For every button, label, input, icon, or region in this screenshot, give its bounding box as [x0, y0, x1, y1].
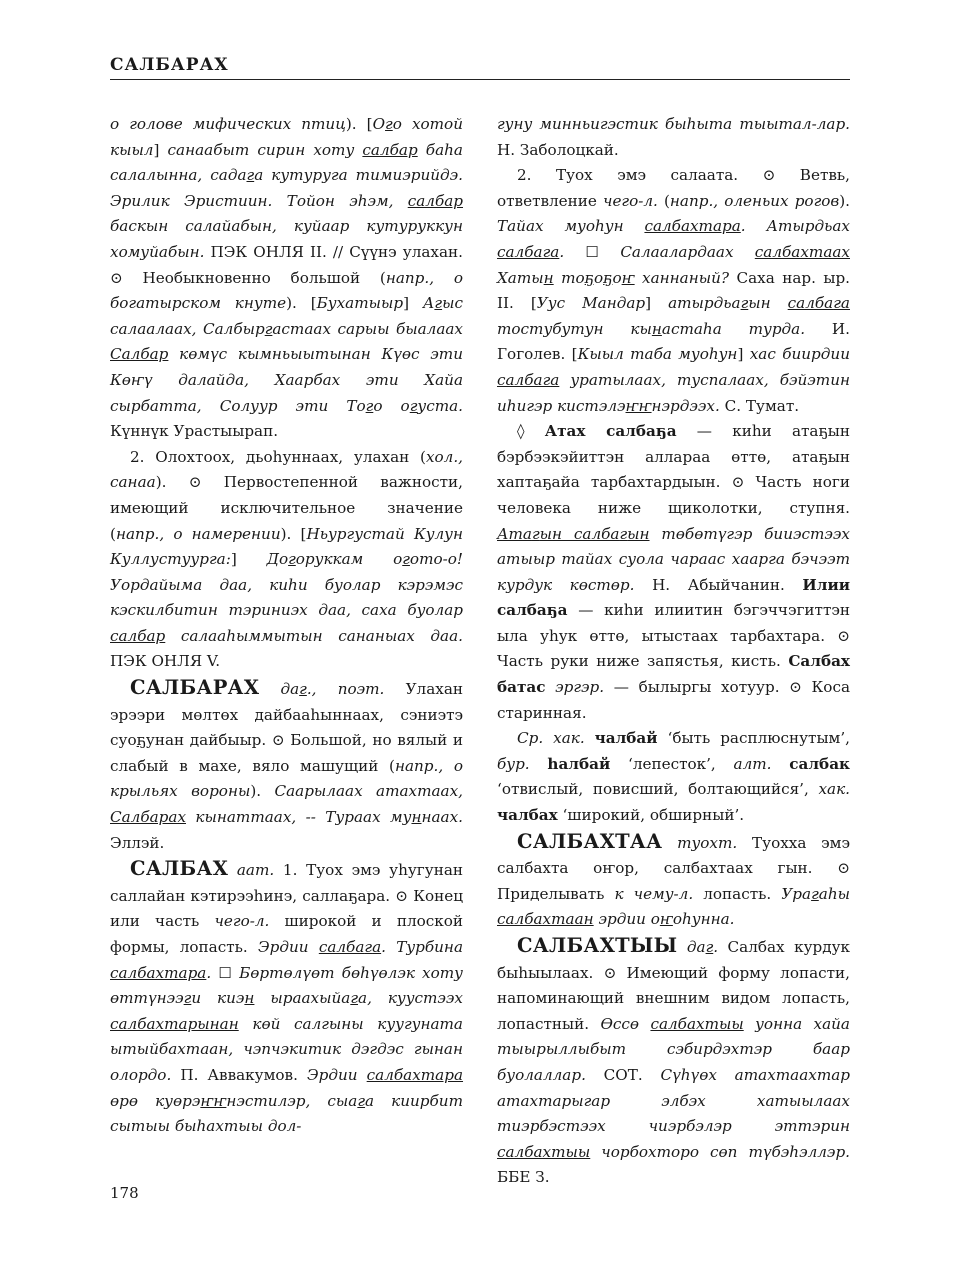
entry-salbakhtaa: САЛБАХТАА туохт. Туохха эмэ салбахта оҥор, салбахтаах гын. ⊙ Приделывать к чему-л. лопасть. Урагаһы салбахтаан эрдии оҥоһунна.: [497, 829, 850, 929]
entry-salbakhtyy: САЛБАХТЫЫ даг. Салбах курдук быһыылаах. ⊙ Имеющий форму лопасти, напоминающий внешним видом лопасть, лопастный. Өссө салбахтыы уонна хайа тыырыллыбыт сэбирдэхтэр баар буолаллар. СОТ. Сүһүөх атахтаахтар атахтарыгар элбэх хатыылаах тиэрбэстээх чиэрбэлэр эттэрин салбахтыы чорбохторо сөп түбэһэллэр. ББЕ З.: [497, 934, 851, 1187]
entry-phraseology: ◊ Атах салбаҕа — киһи атаҕын бэрбээкэйиттэн алларaa өттө, атаҕын хаптаҕайа тарбахтардыын. ⊙ Часть ноги человека ниже щиколотки, ступня. Атагын салбагын төбөтүгэр бииэстээх атыыр тайах суола чараас хаарга бэчээт курдук көстөр. Н. Абыйчанин. Илии салбаҕа — киһи илиитин бэгэччэгиттэн ыла уһук өттө, ытыстаах тарбахтара. ⊙ Часть руки ниже запястья, кисть. Салбах батас эргэр. — былыргы хотуур. ⊙ Коса старинная.: [497, 422, 851, 722]
page-number: 178: [110, 1184, 139, 1202]
entry-paragraph: 2. Олохтоох, дьоһуннаах, улахан (хол., санаа). ⊙ Первостепенной важности, имеющий исключительное значение (напр., о намерении). [Ньургустай Кулун Куллустуурга:] Догоруккам огото-о! Уордайыма даа, киһи буолар кэрэмэс кэскилбитин тэриниэх даа, саха буолар салбар салааһыммытын сананыах даа. ПЭК ОНЛЯ V.: [110, 447, 463, 671]
entry-salbakh: САЛБАХ аат. 1. Туох эмэ уһугунан саллайан кэтирээһинэ, саллаҕара. ⊙ Конец или часть чего-л. широкой и плоской формы, лопасть. Эрдии салбага. Турбина салбахтара. ☐ Бөртөлүөт бөһүөлэк хоту өттүнээги киэн ыраахыйага, кууcтээх салбахтарынан көй салгыны куугуната ытыйбахтаан, чэпчэкитик дэгдэс гынан олордо. П. Аввакумов. Эрдии салбахтара өрө куөрэҥҥнэстилэр, сыага киирбит сытыы быһахтыы дол-: [110, 857, 464, 1136]
entry-paragraph: о голове мифических птиц). [Ого хотой кыыл] санаабыт сирин хоту салбар баһа салалынна, садага кутуруга тимиэрийдэ. Эрилик Эристиин. Тойон эһэм, салбар баскын салайабын, куйаар кутуруккун хомуйабын. ПЭК ОНЛЯ II. // Сүүнэ улахан. ⊙ Необыкновенно большой (напр., о богатырском кнуте). [Бухатыыр] Агыс салаалаах, Салбыргастаах сарыы быалаах Салбар көмүс кымньыытынан Күөс эти Көҥү далайда, Хаарбах эти Хайа сырбатта, Солуур эти Того огуста. Күннүк Урастыырап.: [110, 115, 463, 441]
header-rule: [110, 79, 850, 80]
left-column: [110, 112, 463, 1140]
entry-salbarakh: САЛБАРАХ даг., поэт. Улахан эрээри мөлтөх дайбааһыннаах, сэниэтэ суоҕунан дайбыыр. ⊙ Большой, но вялый и слабый в махе, вяло машущий (напр., о крыльях вороны). Саарылаах атахтаах, Салбарах кынаттаах, -- Тураах муннаах. Эллэй.: [110, 676, 463, 852]
entry-etymology: Ср. хак. чалбай ‘быть расплюснутым’, бур. һалбай ‘лепесток’, алт. салбак ‘отвислый, повисший, болтающийся’, хак. чалбах ‘широкий, обширный’.: [497, 729, 851, 825]
right-column: [497, 112, 850, 1191]
entry-paragraph: 2. Туох эмэ салаата. ⊙ Ветвь, ответвление чего-л. (напр., оленьих рогов). Тайах муоһун салбахтара. Атырдьах салбага. ☐ Салаалардаах салбахтаах Хатын тоҕоҕоҥ ханнаный? Саха нар. ыр. II. [Уус Мандар] атырдьагын салбага тостубутун кынастаһа турда. И. Гоголев. [Кыыл таба муоһун] хас биирдии салбага уратылаах, туспалаах, бэйэтин иһигэр кистэлэҥҥнэрдээх. С. Тумат.: [497, 166, 851, 415]
entry-paragraph: гуну минньигэстик быһыта тыытал-лар. Н. Заболоцкай.: [497, 115, 850, 159]
running-head: САЛБАРАХ: [110, 55, 229, 75]
